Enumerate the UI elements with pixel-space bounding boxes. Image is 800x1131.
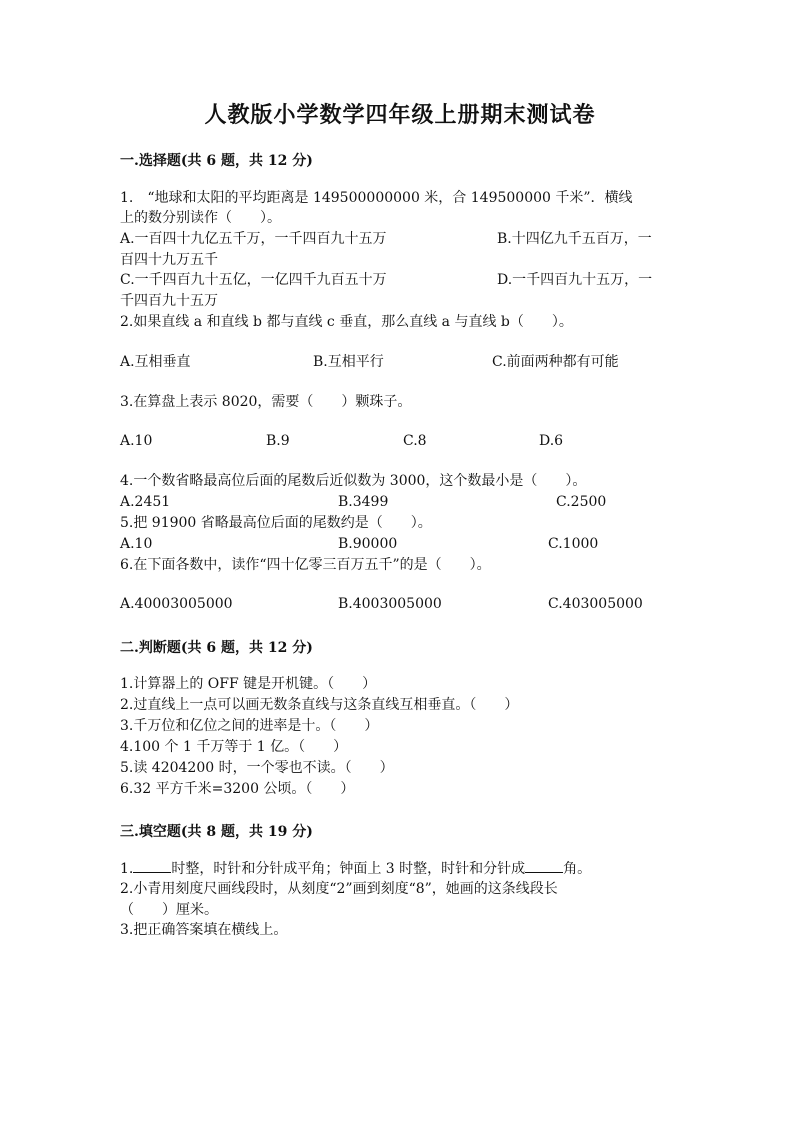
page-title: 人教版小学数学四年级上册期末测试卷 (204, 102, 596, 128)
q4-option-c: C.2500 (556, 494, 607, 510)
judge-item-2: 2.过直线上一点可以画无数条直线与这条直线互相垂直。（ ） (120, 697, 519, 713)
q5-option-b: B.90000 (338, 536, 398, 552)
q6-option-b: B.4003005000 (338, 596, 442, 612)
q1-stem-line1: 1. “地球和太阳的平均距离是 149500000000 米，合 149500000 千米”．横线 (120, 190, 633, 206)
q1-option-a: A.一百四十九亿五千万，一千四百九十五万 (120, 231, 387, 247)
q1-option-d-cont: 千四百九十五万 (120, 293, 218, 309)
q3-option-c: C.8 (403, 433, 427, 449)
section-heading-fill-blank: 三.填空题(共 8 题，共 19 分) (120, 824, 313, 840)
q1-option-d: D.一千四百九十五万，一 (497, 272, 653, 288)
q4-option-a: A.2451 (120, 494, 171, 510)
judge-item-4: 4.100 个 1 千万等于 1 亿。（ ） (120, 739, 348, 755)
section-heading-judgement: 二.判断题(共 6 题，共 12 分) (120, 640, 313, 656)
q5-stem: 5.把 91900 省略最高位后面的尾数约是（ ）。 (120, 515, 432, 531)
answer-blank[interactable] (525, 858, 563, 873)
q2-option-c: C.前面两种都有可能 (492, 354, 619, 370)
q4-stem: 4.一个数省略最高位后面的尾数后近似数为 3000，这个数最小是（ ）。 (120, 473, 587, 489)
q3-option-b: B.9 (266, 433, 290, 449)
judge-item-1: 1.计算器上的 OFF 键是开机键。（ ） (120, 676, 377, 692)
judge-item-6: 6.32 平方千米=3200 公顷。（ ） (120, 781, 355, 797)
q1-stem-line2: 上的数分别读作（ ）。 (120, 210, 281, 226)
q6-option-a: A.40003005000 (120, 596, 233, 612)
q2-option-b: B.互相平行 (313, 354, 384, 370)
fill-q1 (120, 858, 591, 879)
section-heading-choice: 一.选择题(共 6 题，共 12 分) (120, 153, 313, 169)
q1-option-c: C.一千四百九十五亿，一亿四千九百五十万 (120, 272, 387, 288)
fill-q2-line1: 2.小青用刻度尺画线段时，从刻度“2”画到刻度“8”，她画的这条线段长 (120, 881, 558, 897)
judge-item-5: 5.读 4204200 时，一个零也不读。（ ） (120, 760, 394, 776)
q5-option-a: A.10 (120, 536, 153, 552)
fill-q1-mid: 时整，时针和分针成平角；钟面上 3 时整，时针和分针成 (171, 861, 526, 877)
q3-stem: 3.在算盘上表示 8020，需要（ ）颗珠子。 (120, 394, 412, 410)
q1-option-b-cont: 百四十九万五千 (120, 252, 218, 268)
q5-option-c: C.1000 (548, 536, 599, 552)
judge-item-3: 3.千万位和亿位之间的进率是十。（ ） (120, 718, 379, 734)
fill-q1-prefix: 1. (120, 861, 134, 877)
q6-option-c: C.403005000 (548, 596, 643, 612)
q1-option-b: B.十四亿九千五百万，一 (497, 231, 652, 247)
q3-option-d: D.6 (539, 433, 564, 449)
q2-stem: 2.如果直线 a 和直线 b 都与直线 c 垂直，那么直线 a 与直线 b（ ）。 (120, 314, 573, 330)
q4-option-b: B.3499 (338, 494, 389, 510)
fill-q2-line2: （ ）厘米。 (120, 902, 218, 918)
fill-q1-suffix: 角。 (563, 861, 592, 877)
q3-option-a: A.10 (120, 433, 153, 449)
fill-q3: 3.把正确答案填在横线上。 (120, 922, 288, 938)
answer-blank[interactable] (133, 858, 171, 873)
q2-option-a: A.互相垂直 (120, 354, 191, 370)
q6-stem: 6.在下面各数中，读作“四十亿零三百万五千”的是（ ）。 (120, 557, 491, 573)
